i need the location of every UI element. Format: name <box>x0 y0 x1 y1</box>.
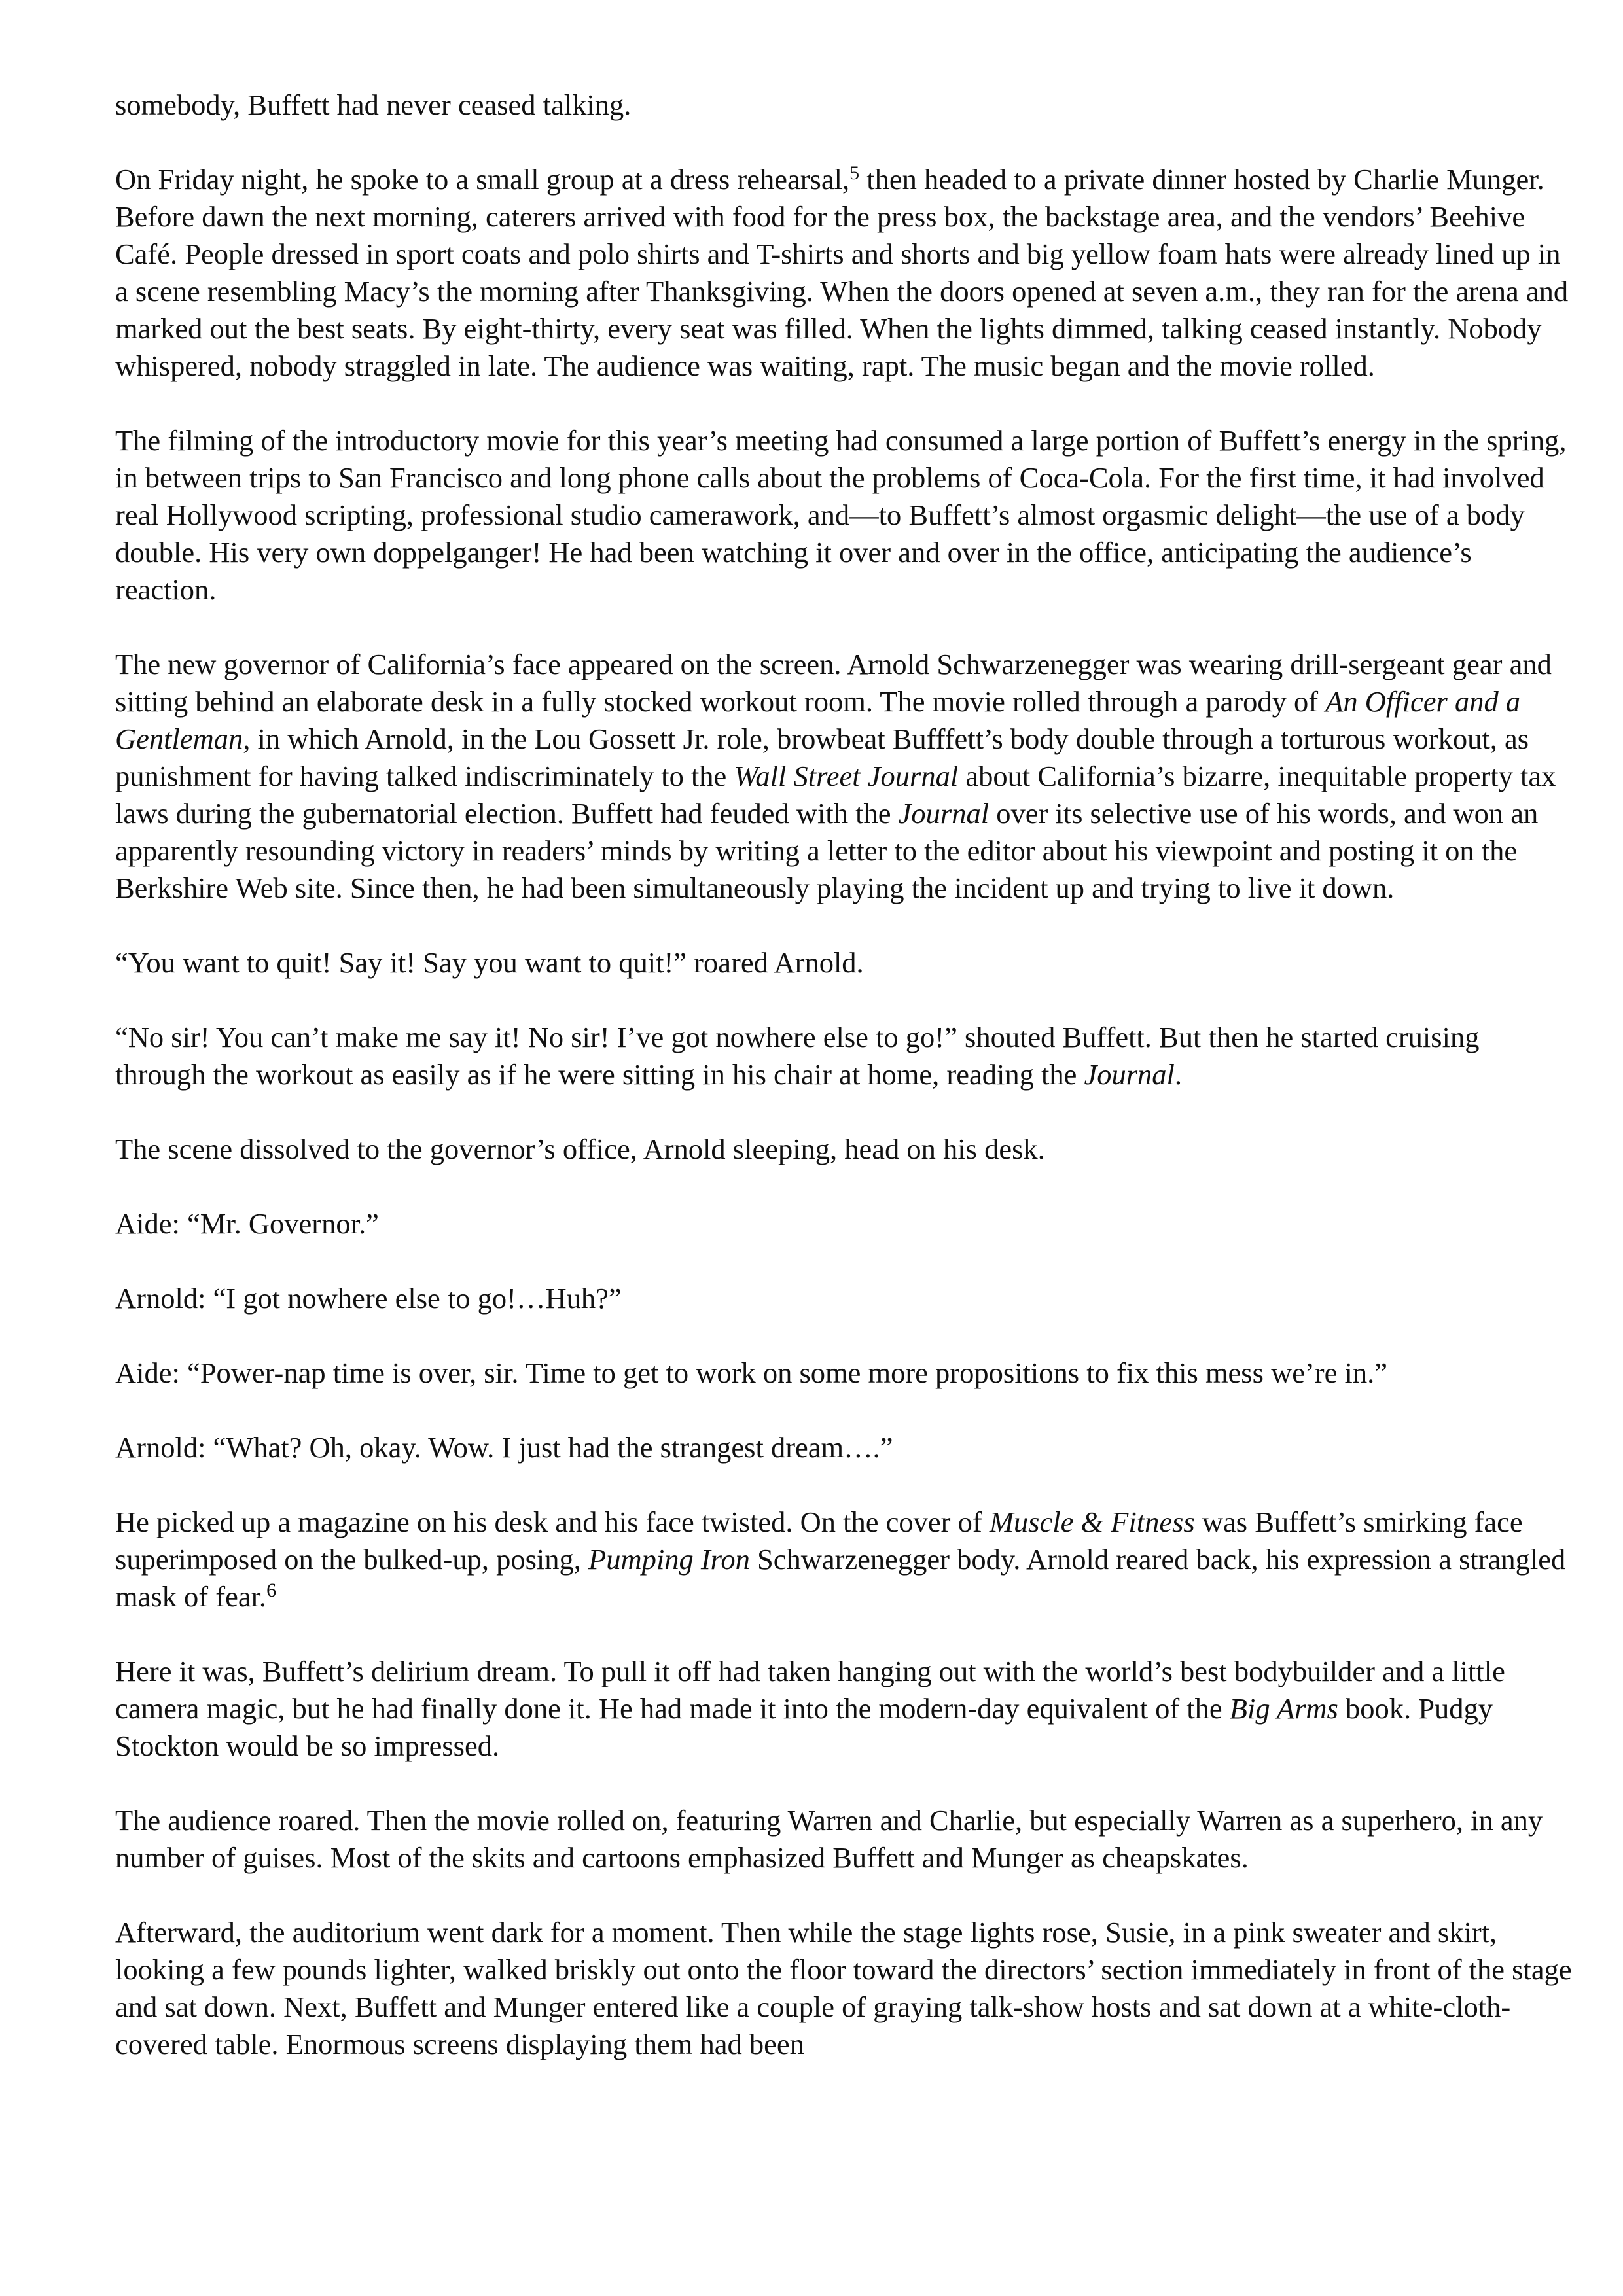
text-run: was Buffett’s smirking face superimposed on the bulked-up, posing, <box>115 1506 1523 1576</box>
paragraph <box>115 1019 1575 1093</box>
text-run: Arnold: “What? Oh, okay. Wow. I just had the strangest dream….” <box>115 1431 893 1464</box>
italic-title: Wall Street Journal <box>734 760 959 792</box>
paragraph <box>115 944 1575 981</box>
text-run: . <box>1174 1058 1183 1091</box>
paragraph <box>115 1504 1575 1616</box>
paragraph <box>115 1802 1575 1877</box>
paragraph <box>115 1131 1575 1168</box>
italic-title: An Officer and a Gentleman, <box>115 685 1521 755</box>
text-run: The filming of the introductory movie for this year’s meeting had consumed a large portion of Buffett’s energy in the spring, in between trips to San Francisco and long phone calls about the problems of Coca-Cola. For the first time, it had involved real Hollywood scripting, professional studio camerawork, and—to Buffett’s almost orgasmic delight—the use of a body double. His very own doppelganger! He had been watching it over and over in the office, anticipating the audience’s reaction. <box>115 424 1567 606</box>
italic-title: Journal <box>1084 1058 1175 1091</box>
text-run: The audience roared. Then the movie rolled on, featuring Warren and Charlie, but especially Warren as a superhero, in any number of guises. Most of the skits and cartoons emphasized Buffett and Munger as cheapskates. <box>115 1804 1543 1874</box>
text-run: Afterward, the auditorium went dark for a moment. Then while the stage lights rose, Susie, in a pink sweater and skirt, looking a few pounds lighter, walked briskly out onto the floor toward the directors’ section immediately in front of the stage and sat down. Next, Buffett and Munger entered like a couple of graying talk-show hosts and sat down at a white-cloth-covered table. Enormous screens displaying them had been <box>115 1916 1572 2060</box>
italic-title: Journal <box>898 797 990 830</box>
paragraph <box>115 161 1575 385</box>
text-run: about California’s bizarre, inequitable property tax laws during the gubernatorial election. Buffett had feuded with the <box>115 760 1556 830</box>
italic-title: Pumping Iron <box>588 1543 750 1576</box>
text-run: in which Arnold, in the Lou Gossett Jr. role, browbeat Bufffett’s body double through a torturous workout, as punishment for having talked indiscriminately to the <box>115 722 1529 792</box>
text-run: “You want to quit! Say it! Say you want to quit!” roared Arnold. <box>115 946 864 979</box>
text-run: Schwarzenegger body. Arnold reared back, his expression a strangled mask of fear. <box>115 1543 1566 1613</box>
italic-title: Big Arms <box>1229 1692 1338 1725</box>
document-page <box>115 86 1575 2063</box>
text-run: Aide: “Mr. Governor.” <box>115 1207 379 1240</box>
text-run: somebody, Buffett had never ceased talking. <box>115 88 632 121</box>
paragraph <box>115 1205 1575 1243</box>
text-run: Aide: “Power-nap time is over, sir. Time to get to work on some more propositions to fix this mess we’re in.” <box>115 1356 1387 1389</box>
text-run: book. Pudgy Stockton would be so impressed. <box>115 1692 1493 1762</box>
text-run: then headed to a private dinner hosted by Charlie Munger. Before dawn the next morning, caterers arrived with food for the press box, the backstage area, and the vendors’ Beehive Café. People dressed in sport coats and polo shirts and T-shirts and shorts and big yellow foam hats were already lined up in a scene resembling Macy’s the morning after Thanksgiving. When the doors opened at seven a.m., they ran for the arena and marked out the best seats. By eight-thirty, every seat was filled. When the lights dimmed, talking ceased instantly. Nobody whispered, nobody straggled in late. The audience was waiting, rapt. The music began and the movie rolled. <box>115 163 1569 382</box>
paragraph <box>115 422 1575 609</box>
text-run: On Friday night, he spoke to a small group at a dress rehearsal, <box>115 163 850 196</box>
paragraph <box>115 1280 1575 1317</box>
paragraph <box>115 646 1575 907</box>
text-run: “No sir! You can’t make me say it! No sir! I’ve got nowhere else to go!” shouted Buffett. But then he started cruising through the workout as easily as if he were sitting in his chair at home, reading the <box>115 1021 1480 1091</box>
footnote-marker: 5 <box>849 162 860 184</box>
italic-title: Muscle & Fitness <box>989 1506 1195 1538</box>
text-run: Here it was, Buffett’s delirium dream. To pull it off had taken hanging out with the world’s best bodybuilder and a little camera magic, but he had finally done it. He had made it into the modern-day equivalent of the <box>115 1655 1505 1725</box>
text-run: He picked up a magazine on his desk and his face twisted. On the cover of <box>115 1506 990 1538</box>
text-run: Arnold: “I got nowhere else to go!…Huh?” <box>115 1282 622 1315</box>
paragraph <box>115 1653 1575 1765</box>
text-run: The new governor of California’s face appeared on the screen. Arnold Schwarzenegger was wearing drill-sergeant gear and sitting behind an elaborate desk in a fully stocked workout room. The movie rolled through a parody of <box>115 648 1552 718</box>
paragraph <box>115 1914 1575 2063</box>
text-run: The scene dissolved to the governor’s office, Arnold sleeping, head on his desk. <box>115 1133 1045 1165</box>
text-run: over its selective use of his words, and won an apparently resounding victory in readers’ minds by writing a letter to the editor about his viewpoint and posting it on the Berkshire Web site. Since then, he had been simultaneously playing the incident up and trying to live it down. <box>115 797 1539 904</box>
paragraph <box>115 86 1575 124</box>
paragraph <box>115 1429 1575 1466</box>
footnote-marker: 6 <box>266 1580 277 1601</box>
paragraph <box>115 1354 1575 1392</box>
